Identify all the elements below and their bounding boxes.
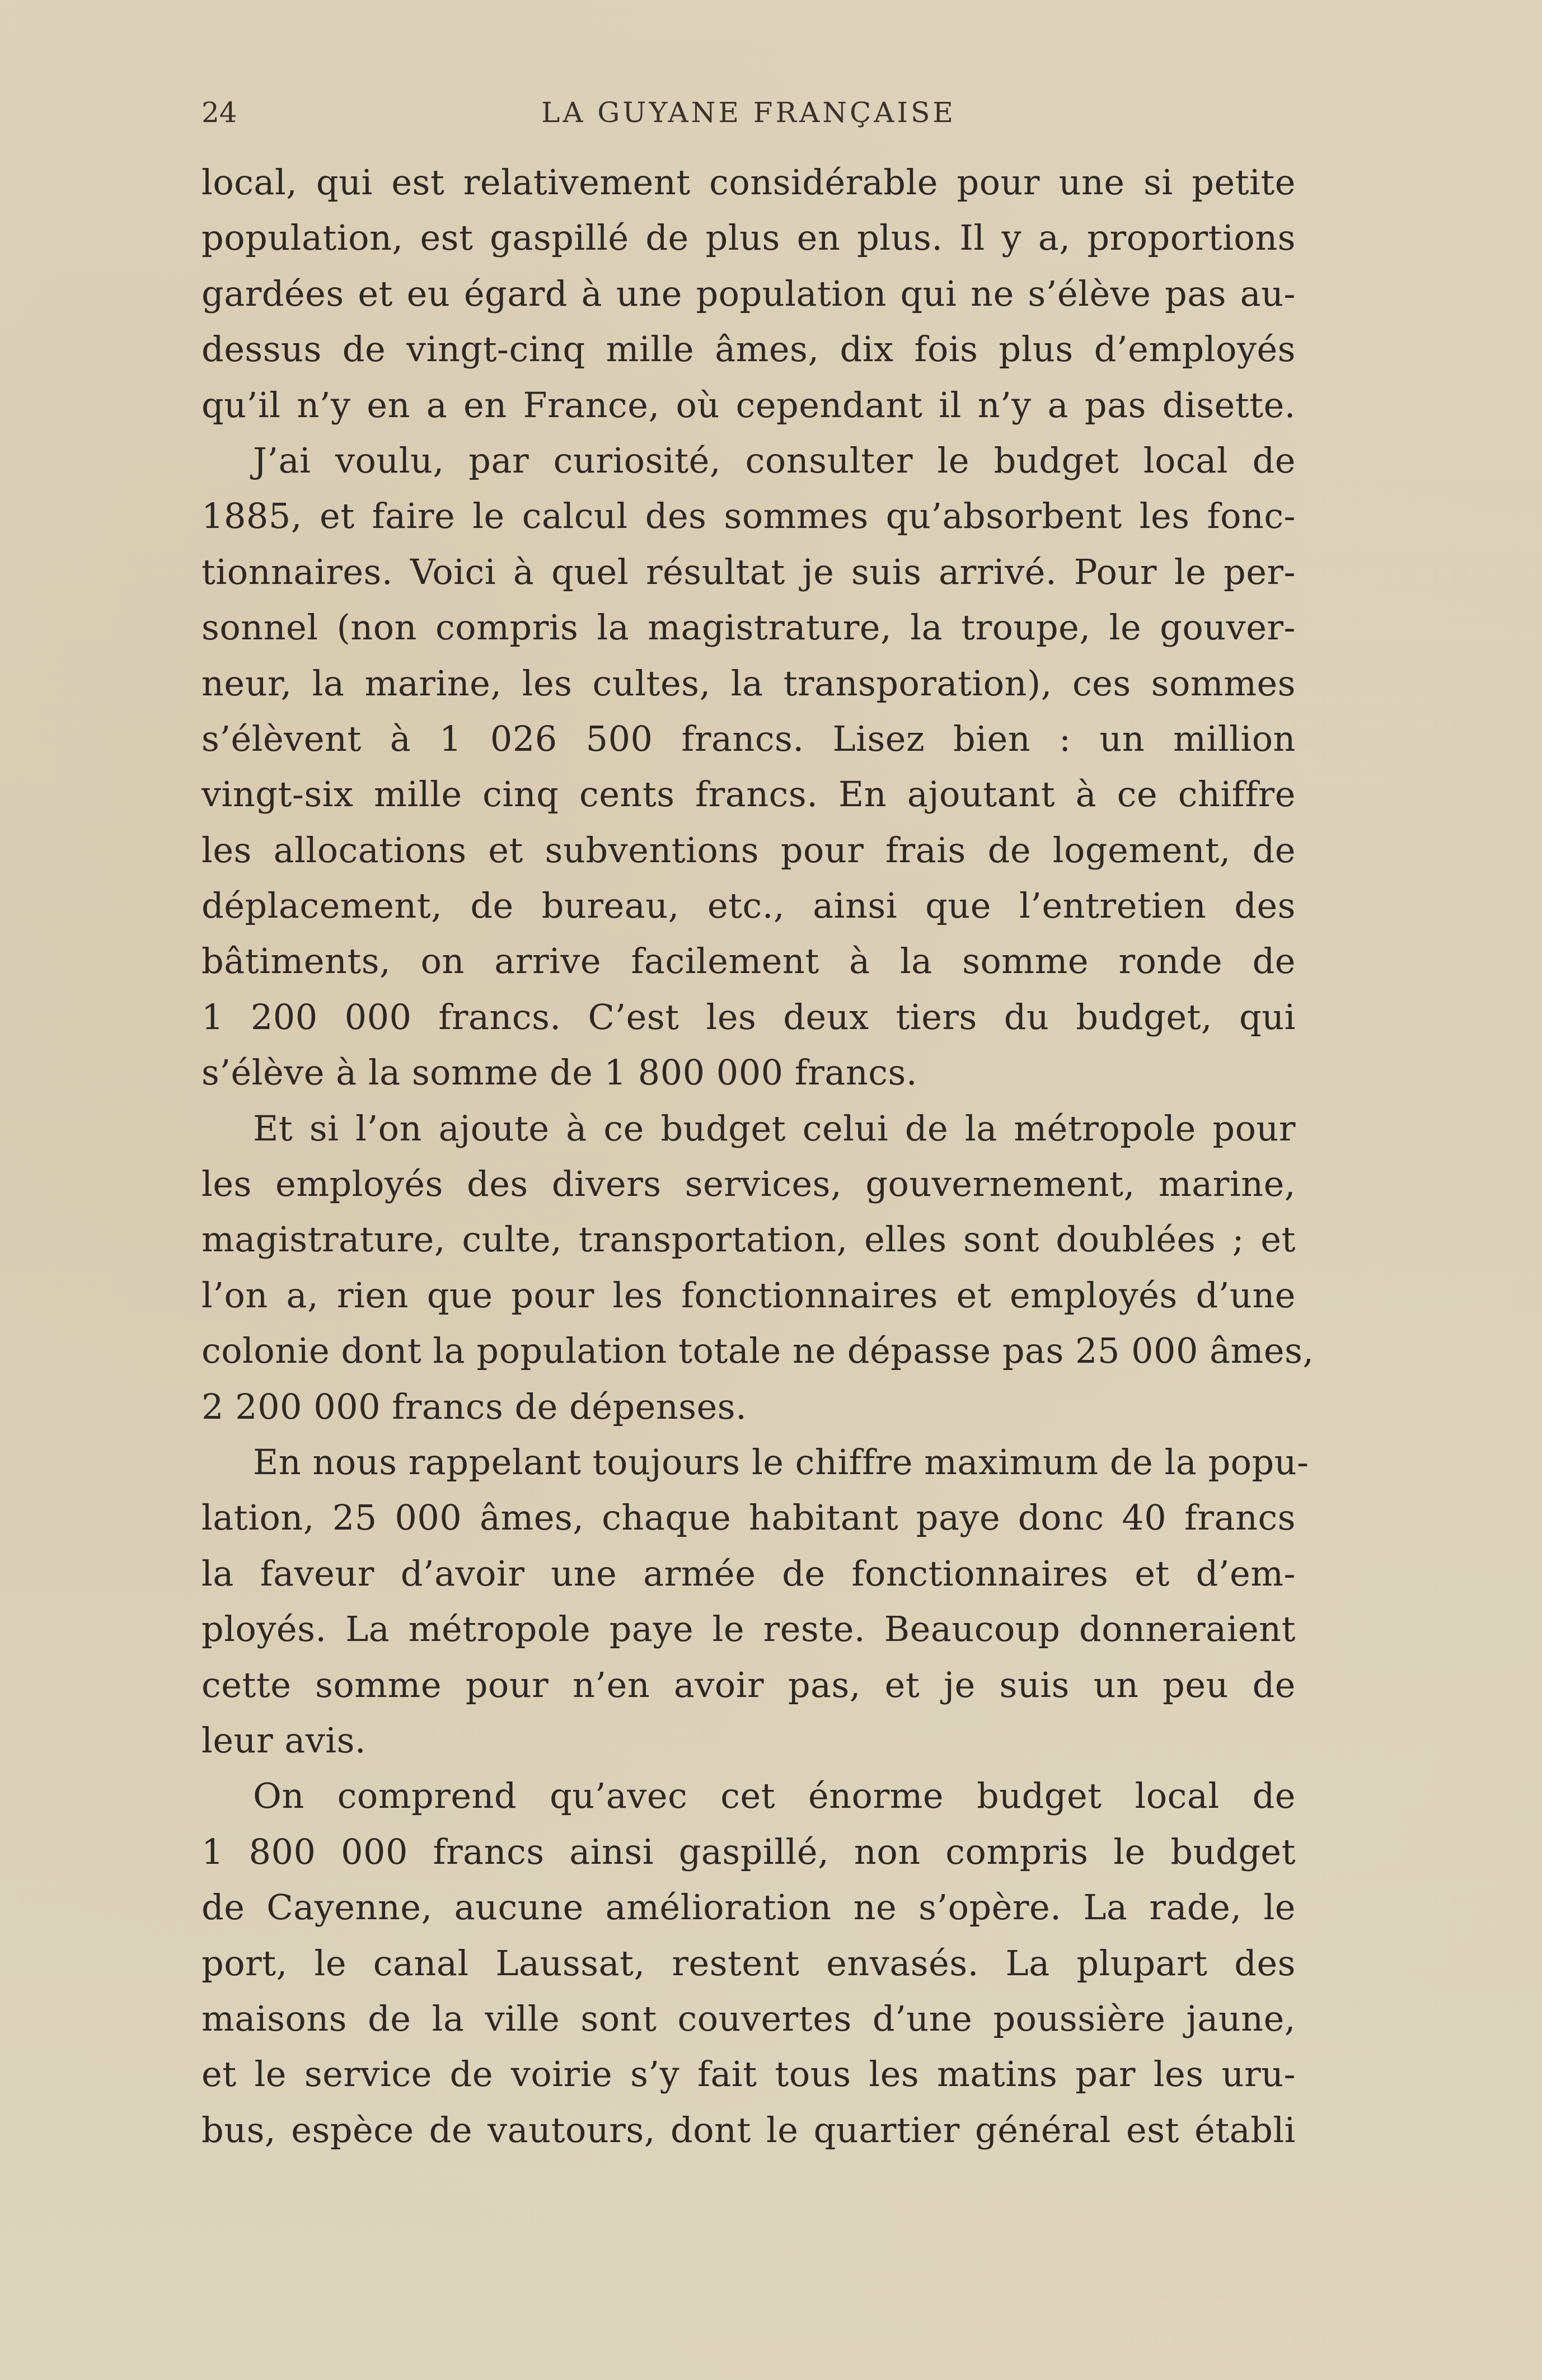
text-line: J’ai voulu, par curiosité, consulter le budget local de — [253, 439, 1296, 481]
paragraph — [201, 155, 1296, 433]
text-line: 1 800 000 francs ainsi gaspillé, non compris le budget — [201, 1831, 1296, 1872]
text-line: colonie dont la population totale ne dépasse pas 25 000 âmes, — [201, 1330, 1314, 1372]
text-line: 2 200 000 francs de dépenses. — [201, 1386, 747, 1427]
text-line: 1 200 000 francs. C’est les deux tiers du budget, qui — [201, 996, 1296, 1037]
text-line: On comprend qu’avec cet énorme budget local de — [253, 1775, 1296, 1817]
text-line: 1885, et faire le calcul des sommes qu’absorbent les fonc- — [201, 495, 1296, 537]
text-line: leur avis. — [201, 1719, 367, 1761]
text-line: neur, la marine, les cultes, la transporation), ces sommes — [201, 662, 1296, 704]
paragraph — [201, 1768, 1296, 2158]
text-line: la faveur d’avoir une armée de fonctionnaires et d’em- — [201, 1553, 1296, 1594]
text-line: de Cayenne, aucune amélioration ne s’opère. La rade, le — [201, 1887, 1296, 1928]
text-line: bâtiments, on arrive facilement à la somme ronde de — [201, 941, 1296, 982]
text-line: sonnel (non compris la magistrature, la troupe, le gouver- — [201, 607, 1296, 648]
text-line: qu’il n’y en a en France, où cependant il n’y a pas disette. — [201, 384, 1296, 425]
paragraph — [201, 433, 1296, 1101]
text-line: bus, espèce de vautours, dont le quartier général est établi — [201, 2109, 1296, 2150]
text-line: Et si l’on ajoute à ce budget celui de la métropole pour — [253, 1107, 1296, 1149]
text-line: maisons de la ville sont couvertes d’une poussière jaune, — [201, 1998, 1296, 2039]
text-line: ployés. La métropole paye le reste. Beaucoup donneraient — [201, 1609, 1296, 1650]
text-line: s’élève à la somme de 1 800 000 francs. — [201, 1052, 918, 1093]
text-line: lation, 25 000 âmes, chaque habitant paye donc 40 francs — [201, 1497, 1296, 1539]
running-head — [201, 96, 1296, 147]
text-line: les allocations et subventions pour frais de logement, de — [201, 829, 1296, 871]
text-line: dessus de vingt-cinq mille âmes, dix fois plus d’employés — [201, 329, 1296, 370]
text-line: les employés des divers services, gouvernement, marine, — [201, 1163, 1296, 1205]
text-line: magistrature, culte, transportation, elles sont doublées ; et — [201, 1219, 1296, 1260]
text-line: l’on a, rien que pour les fonctionnaires et employés d’une — [201, 1274, 1296, 1316]
body-text — [201, 155, 1314, 2158]
text-line: En nous rappelant toujours le chiffre maximum de la popu- — [253, 1441, 1309, 1483]
text-line: tionnaires. Voici à quel résultat je suis arrivé. Pour le per- — [201, 551, 1296, 592]
text-line: et le service de voirie s’y fait tous les matins par les uru- — [201, 2054, 1296, 2095]
page-number: 24 — [201, 96, 237, 129]
paragraph — [201, 1434, 1309, 1768]
text-line: cette somme pour n’en avoir pas, et je suis un peu de — [201, 1664, 1296, 1705]
text-line: port, le canal Laussat, restent envasés. La plupart des — [201, 1942, 1296, 1984]
running-title: LA GUYANE FRANÇAISE — [541, 96, 956, 129]
text-line: local, qui est relativement considérable pour une si petite — [201, 162, 1296, 203]
text-line: gardées et eu égard à une population qui ne s’élève pas au- — [201, 273, 1296, 314]
text-line: déplacement, de bureau, etc., ainsi que l’entretien des — [201, 885, 1296, 927]
book-page — [201, 96, 1314, 2158]
paragraph — [201, 1101, 1314, 1434]
text-line: population, est gaspillé de plus en plus. Il y a, proportions — [201, 217, 1296, 259]
text-line: s’élèvent à 1 026 500 francs. Lisez bien : un million — [201, 718, 1296, 759]
text-line: vingt-six mille cinq cents francs. En ajoutant à ce chiffre — [201, 774, 1296, 815]
